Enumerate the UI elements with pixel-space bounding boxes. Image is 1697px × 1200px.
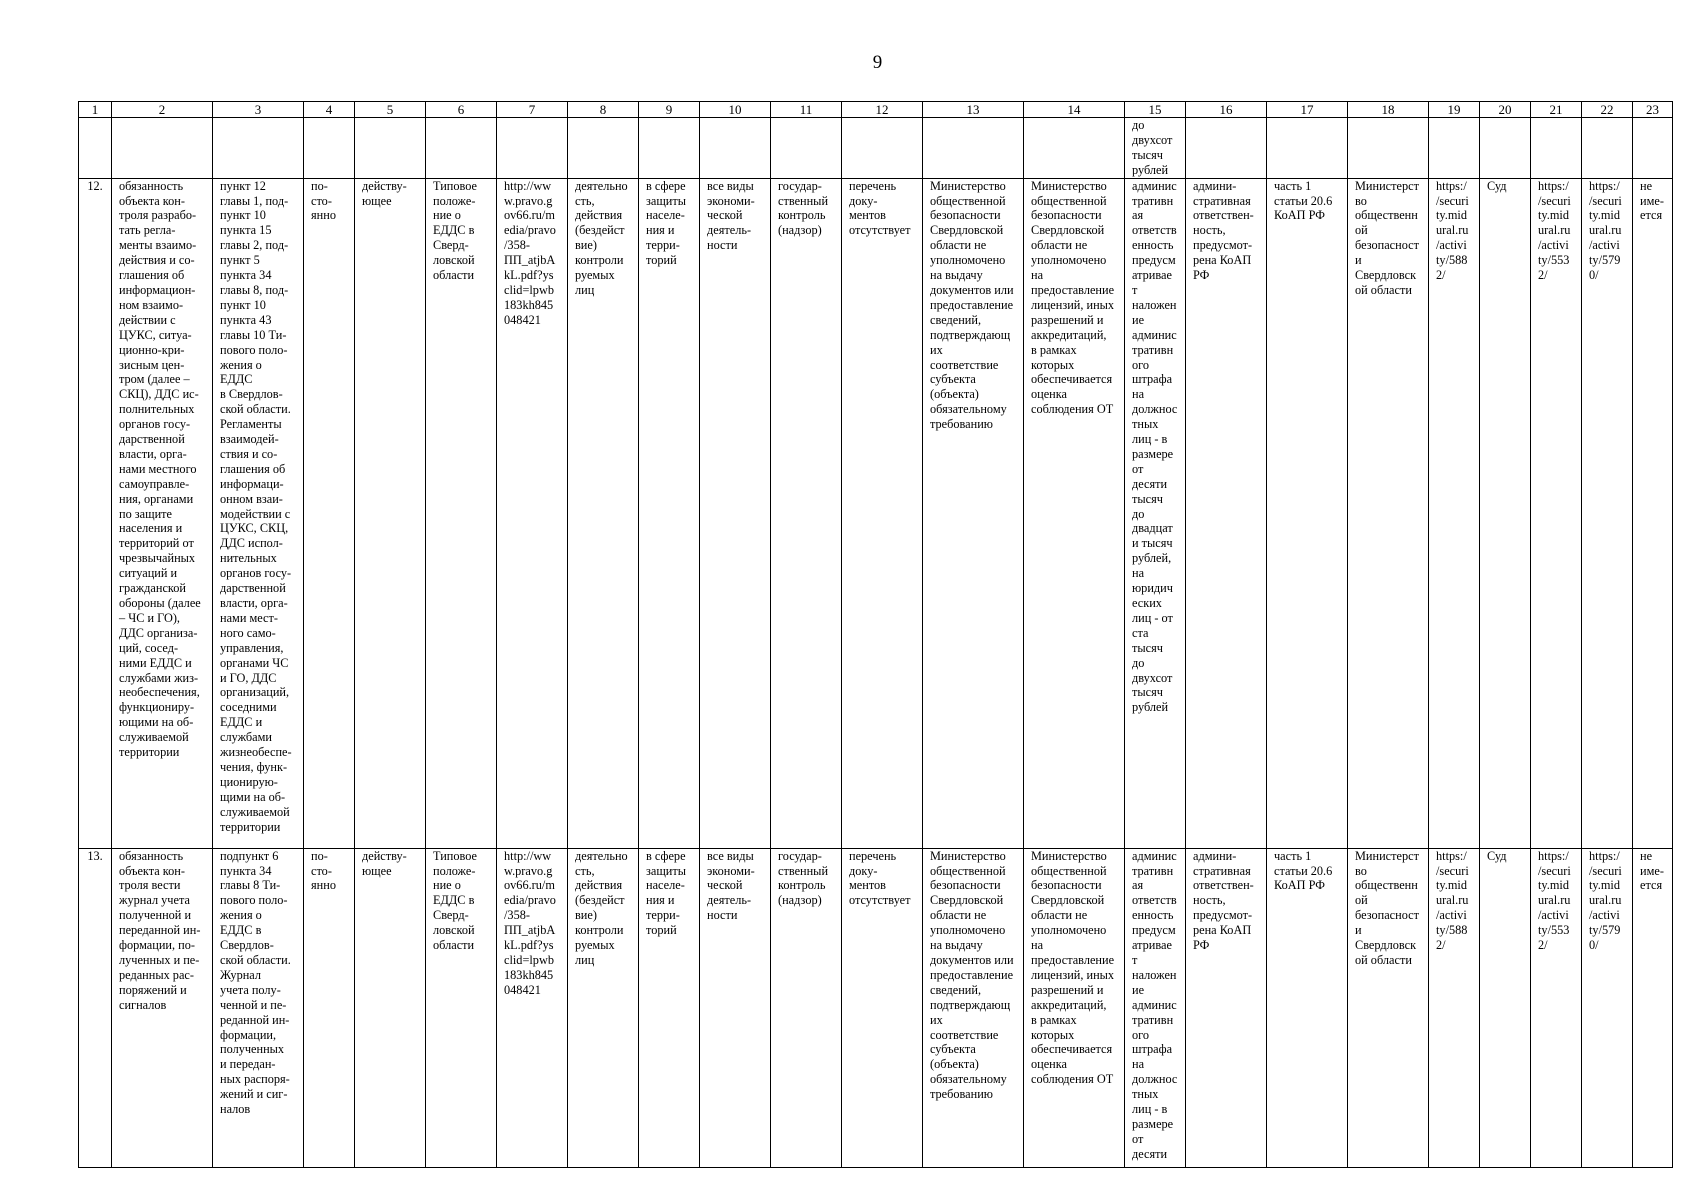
page-number: 9 <box>872 52 883 73</box>
column-number: 23 <box>1633 102 1673 118</box>
table-cell: деятельно сть, действия (бездейст вие) контроли руемых лиц <box>568 848 639 1167</box>
table-cell: https:/ /securi ty.mid ural.ru /activi ty/579 0/ <box>1582 848 1633 1167</box>
column-number: 6 <box>426 102 497 118</box>
column-number: 13 <box>923 102 1024 118</box>
table-cell: не име- ется <box>1633 178 1673 848</box>
table-cell: по- сто- янно <box>304 178 355 848</box>
column-number: 15 <box>1125 102 1186 118</box>
column-number: 17 <box>1267 102 1348 118</box>
table-cell: в сфере защиты населе- ния и терри- торий <box>639 178 700 848</box>
table-row <box>79 848 1673 1167</box>
table-cell: Министерст во общественн ой безопасност и Свердловск ой области <box>1348 848 1429 1167</box>
table-cell: часть 1 статьи 20.6 КоАП РФ <box>1267 178 1348 848</box>
table-cell: перечень доку- ментов отсутствует <box>842 848 923 1167</box>
column-number: 21 <box>1531 102 1582 118</box>
table-cell: в сфере защиты населе- ния и терри- торий <box>639 848 700 1167</box>
table-cell: перечень доку- ментов отсутствует <box>842 178 923 848</box>
column-number: 8 <box>568 102 639 118</box>
column-number: 4 <box>304 102 355 118</box>
table-cell: админис тративн ая ответств енность предусм атривае т наложен ие админис тративн ого штрафа на должнос тных лиц - в размере от десяти тысяч до двадцат и тысяч рублей, на юридич еских лиц - от ста тысяч до двухсот тысяч рублей <box>1125 178 1186 848</box>
table-cell: все виды экономи- ческой деятель- ности <box>700 178 771 848</box>
column-number: 18 <box>1348 102 1429 118</box>
table-cell: подпункт 6 пункта 34 главы 8 Ти- пового поло- жения о ЕДДС в Свердлов- ской области. Журнал учета полу- ченной и пе- реданной ин- формации, полученных и передан- ных распоря- жений и сиг- налов <box>213 848 304 1167</box>
column-number: 7 <box>497 102 568 118</box>
column-number: 5 <box>355 102 426 118</box>
column-number: 20 <box>1480 102 1531 118</box>
table-cell: Министерст во общественн ой безопасност и Свердловск ой области <box>1348 178 1429 848</box>
column-number: 1 <box>79 102 112 118</box>
column-number: 9 <box>639 102 700 118</box>
table-cell: http://ww w.pravo.g ov66.ru/m edia/pravo /358- ПП_atjbA kL.pdf?ys clid=lpwb 183kh845 048421 <box>497 178 568 848</box>
table-row <box>79 178 1673 848</box>
table-cell: обязанность объекта кон- троля разрабо- тать регла- менты взаимо- действия и со- глашения об информацион- ном взаимо- действии с ЦУКС, ситуа- ционно-кри- зисным цен- тром (далее – СКЦ), ДДС ис- полнительных органов госу- дарственной власти, орга- нами местного самоуправле- ния, органами по защите населения и территорий от чрезвычайных ситуаций и гражданской обороны (далее – ЧС и ГО), ДДС организа- ций, сосед- ними ЕДДС и службами жиз- необеспечения, функциониру- ющими на об- служиваемой территории <box>112 178 213 848</box>
continuation-row <box>79 118 1673 179</box>
table-cell: Типовое положе- ние о ЕДДС в Сверд- ловской области <box>426 178 497 848</box>
table-cell: по- сто- янно <box>304 848 355 1167</box>
column-number: 10 <box>700 102 771 118</box>
column-number: 3 <box>213 102 304 118</box>
table-cell: https:/ /securi ty.mid ural.ru /activi ty/588 2/ <box>1429 848 1480 1167</box>
column-number: 2 <box>112 102 213 118</box>
table-cell: деятельно сть, действия (бездейст вие) контроли руемых лиц <box>568 178 639 848</box>
table-cell: админис тративн ая ответств енность предусм атривае т наложен ие админис тративн ого штрафа на должнос тных лиц - в размере от десяти <box>1125 848 1186 1167</box>
column-number: 14 <box>1024 102 1125 118</box>
column-number: 16 <box>1186 102 1267 118</box>
table-cell: Министерство общественной безопасности Свердловской области не уполномочено на предоставление лицензий, иных разрешений и аккредитаций, в рамках которых обеспечивается оценка соблюдения ОТ <box>1024 848 1125 1167</box>
table-cell: Суд <box>1480 848 1531 1167</box>
table-cell: все виды экономи- ческой деятель- ности <box>700 848 771 1167</box>
table-cell: до двухсот тысяч рублей <box>1125 118 1186 179</box>
table-cell: не име- ется <box>1633 848 1673 1167</box>
column-number: 11 <box>771 102 842 118</box>
table-cell: Министерство общественной безопасности Свердловской области не уполномочено на выдачу документов или предоставление сведений, подтверждающ их соответствие субъекта (объекта) обязательному требованию <box>923 848 1024 1167</box>
column-number: 19 <box>1429 102 1480 118</box>
table-cell: Министерство общественной безопасности Свердловской области не уполномочено на выдачу документов или предоставление сведений, подтверждающ их соответствие субъекта (объекта) обязательному требованию <box>923 178 1024 848</box>
table-cell: https:/ /securi ty.mid ural.ru /activi ty/553 2/ <box>1531 178 1582 848</box>
table-cell: http://ww w.pravo.g ov66.ru/m edia/pravo /358- ПП_atjbA kL.pdf?ys clid=lpwb 183kh845 048421 <box>497 848 568 1167</box>
table-cell: https:/ /securi ty.mid ural.ru /activi ty/579 0/ <box>1582 178 1633 848</box>
column-number: 12 <box>842 102 923 118</box>
table-cell: админи- стративная ответствен- ность, предусмот- рена КоАП РФ <box>1186 178 1267 848</box>
column-numbers-row <box>79 102 1673 118</box>
requirements-table <box>78 101 1673 1168</box>
table-cell: действу- ющее <box>355 848 426 1167</box>
row-number: 12. <box>79 178 112 848</box>
table-cell: часть 1 статьи 20.6 КоАП РФ <box>1267 848 1348 1167</box>
table-cell: https:/ /securi ty.mid ural.ru /activi ty/553 2/ <box>1531 848 1582 1167</box>
table-cell: Типовое положе- ние о ЕДДС в Сверд- ловской области <box>426 848 497 1167</box>
table-cell: обязанность объекта кон- троля вести журнал учета полученной и переданной ин- формации, по- лученных и пе- реданных рас- поряжений и сигналов <box>112 848 213 1167</box>
column-number: 22 <box>1582 102 1633 118</box>
table-cell: Министерство общественной безопасности Свердловской области не уполномочено на предоставление лицензий, иных разрешений и аккредитаций, в рамках которых обеспечивается оценка соблюдения ОТ <box>1024 178 1125 848</box>
table-cell: пункт 12 главы 1, под- пункт 10 пункта 15 главы 2, под- пункт 5 пункта 34 главы 8, под- пункт 10 пункта 43 главы 10 Ти- пового поло- жения о ЕДДС в Свердлов- ской области. Регламенты взаимодей- ствия и со- глашения об информаци- онном взаи- модействии с ЦУКС, СКЦ, ДДС испол- нительных органов госу- дарственной власти, орга- нами мест- ного само- управления, органами ЧС и ГО, ДДС организаций, соседними ЕДДС и службами жизнеобеспе- чения, функ- ционирую- щими на об- служиваемой территории <box>213 178 304 848</box>
table-cell: государ- ственный контроль (надзор) <box>771 178 842 848</box>
table-cell: действу- ющее <box>355 178 426 848</box>
table-cell: Суд <box>1480 178 1531 848</box>
table-cell: админи- стративная ответствен- ность, предусмот- рена КоАП РФ <box>1186 848 1267 1167</box>
table-cell: https:/ /securi ty.mid ural.ru /activi ty/588 2/ <box>1429 178 1480 848</box>
row-number: 13. <box>79 848 112 1167</box>
table-cell: государ- ственный контроль (надзор) <box>771 848 842 1167</box>
